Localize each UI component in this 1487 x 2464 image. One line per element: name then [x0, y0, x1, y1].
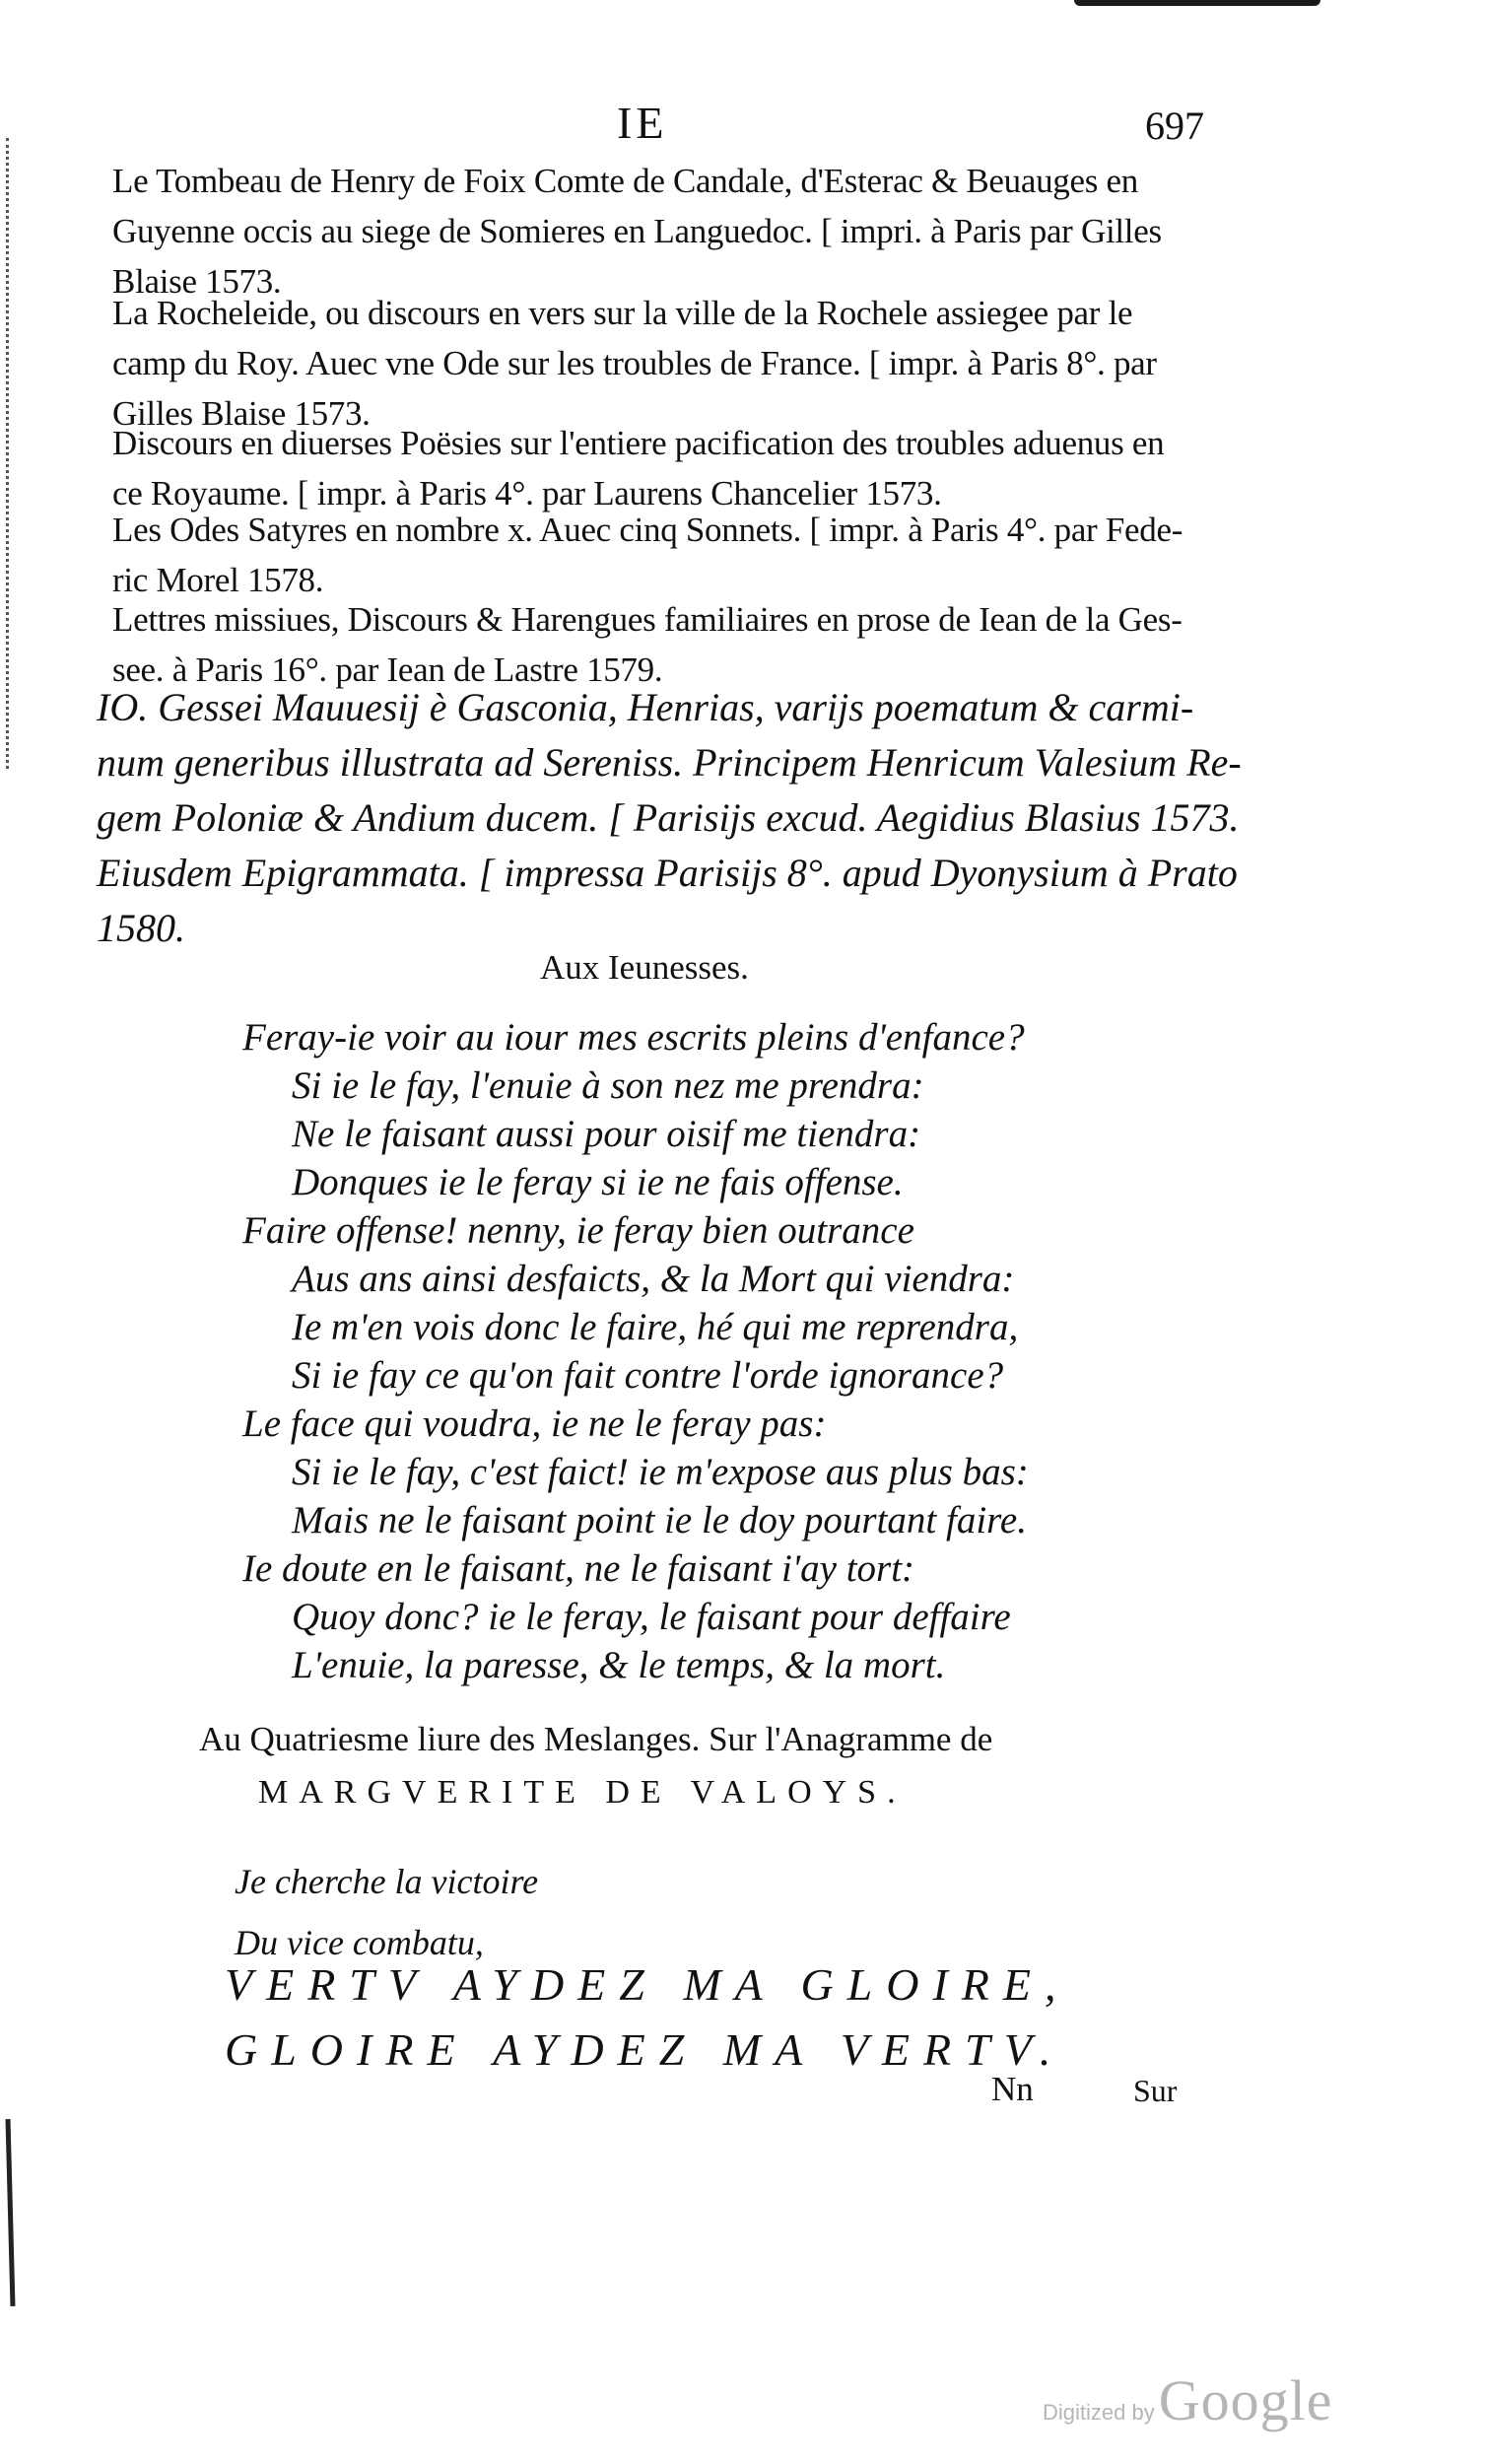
- verse-line: Donques ie le feray si ie ne fais offense.: [292, 1161, 904, 1203]
- watermark-prefix: Digitized by: [1043, 2400, 1155, 2425]
- latin-line: gem Poloniæ & Andium ducem. [ Parisijs excud. Aegidius Blasius 1573.: [97, 795, 1240, 840]
- signature-mark: Nn: [991, 2070, 1034, 2108]
- verse-line: Mais ne le faisant point ie le doy pourtant faire.: [292, 1499, 1027, 1541]
- anagram-verse: [235, 1851, 538, 1973]
- verse-line: Je cherche la victoire: [235, 1862, 539, 1901]
- entry-line: La Rocheleide, ou discours en vers sur la ville de la Rochele assiegee par le: [112, 294, 1133, 332]
- latin-line: Eiusdem Epigrammata. [ impressa Parisijs 8°. apud Dyonysium à Prato: [97, 851, 1238, 895]
- anagram-name: MARGVERITE DE VALOYS.: [258, 1774, 907, 1811]
- verse-line: Ie m'en vois donc le faire, hé qui me reprendra,: [292, 1306, 1019, 1348]
- verse-line: Faire offense! nenny, ie feray bien outrance: [242, 1209, 914, 1252]
- verse-line: Du vice combatu,: [235, 1923, 484, 1962]
- entry-line: Discours en diuerses Poësies sur l'entiere pacification des troubles aduenus en: [112, 424, 1165, 462]
- running-head: IE: [617, 98, 668, 148]
- entry-line: Lettres missiues, Discours & Harengues familiaires en prose de Iean de la Ges-: [112, 600, 1183, 639]
- page-number: 697: [1145, 103, 1204, 148]
- verse-line: Ne le faisant aussi pour oisif me tiendra:: [292, 1113, 921, 1155]
- entry-line: see. à Paris 16°. par Iean de Lastre 1579.: [112, 650, 663, 689]
- anagram-motto-line: VERTV AYDEZ MA GLOIRE,: [225, 1959, 1070, 2010]
- google-logo: Google: [1158, 2368, 1333, 2432]
- verse-line: Quoy donc? ie le feray, le faisant pour deffaire: [292, 1596, 1011, 1638]
- latin-line: 1580.: [97, 906, 185, 950]
- anagram-heading: Au Quatriesme liure des Meslanges. Sur l'Anagramme de: [199, 1720, 993, 1758]
- verse-line: Feray-ie voir au iour mes escrits pleins d'enfance?: [242, 1016, 1025, 1059]
- margin-specks: [6, 138, 15, 769]
- verse-line: Si ie le fay, c'est faict! ie m'expose aus plus bas:: [292, 1451, 1029, 1493]
- digitized-watermark: [1043, 2367, 1332, 2433]
- latin-entry: [97, 680, 1259, 956]
- binding-edge-mark: [6, 2119, 16, 2306]
- latin-line: num generibus illustrata ad Sereniss. Principem Henricum Valesium Re-: [97, 740, 1242, 785]
- bibliography-entry: [112, 288, 1246, 439]
- sonnet-title: Aux Ieunesses.: [540, 948, 749, 987]
- entry-line: Blaise 1573.: [112, 262, 282, 301]
- verse-line: Ie doute en le faisant, ne le faisant i'ay tort:: [242, 1547, 915, 1590]
- page-edge-shadow: [1074, 0, 1320, 6]
- catchword: Sur: [1133, 2073, 1178, 2108]
- verse-line: Aus ans ainsi desfaicts, & la Mort qui viendra:: [292, 1258, 1015, 1300]
- bibliography-entry: [112, 156, 1246, 307]
- entry-line: ce Royaume. [ impr. à Paris 4°. par Laurens Chancelier 1573.: [112, 474, 942, 513]
- entry-line: Gilles Blaise 1573.: [112, 394, 371, 433]
- entry-line: Guyenne occis au siege de Somieres en Languedoc. [ impri. à Paris par Gilles: [112, 212, 1162, 250]
- verse-line: L'enuie, la paresse, & le temps, & la mort.: [292, 1644, 946, 1686]
- anagram-motto-line: GLOIRE AYDEZ MA VERTV.: [225, 2024, 1065, 2075]
- verse-line: Si ie fay ce qu'on fait contre l'orde ignorance?: [292, 1354, 1004, 1397]
- entry-line: ric Morel 1578.: [112, 561, 324, 599]
- verse-line: Si ie le fay, l'enuie à son nez me prendra:: [292, 1064, 924, 1107]
- entry-line: Le Tombeau de Henry de Foix Comte de Candale, d'Esterac & Beuauges en: [112, 162, 1138, 200]
- sonnet: [242, 1013, 1228, 1689]
- entry-line: Les Odes Satyres en nombre x. Auec cinq Sonnets. [ impr. à Paris 4°. par Fede-: [112, 511, 1183, 549]
- latin-line: IO. Gessei Mauuesij è Gasconia, Henrias, varijs poematum & carmi-: [97, 685, 1194, 729]
- entry-line: camp du Roy. Auec vne Ode sur les troubles de France. [ impr. à Paris 8°. par: [112, 344, 1157, 382]
- verse-line: Le face qui voudra, ie ne le feray pas:: [242, 1403, 827, 1445]
- bibliography-entry: [112, 418, 1246, 518]
- bibliography-entry: [112, 505, 1246, 605]
